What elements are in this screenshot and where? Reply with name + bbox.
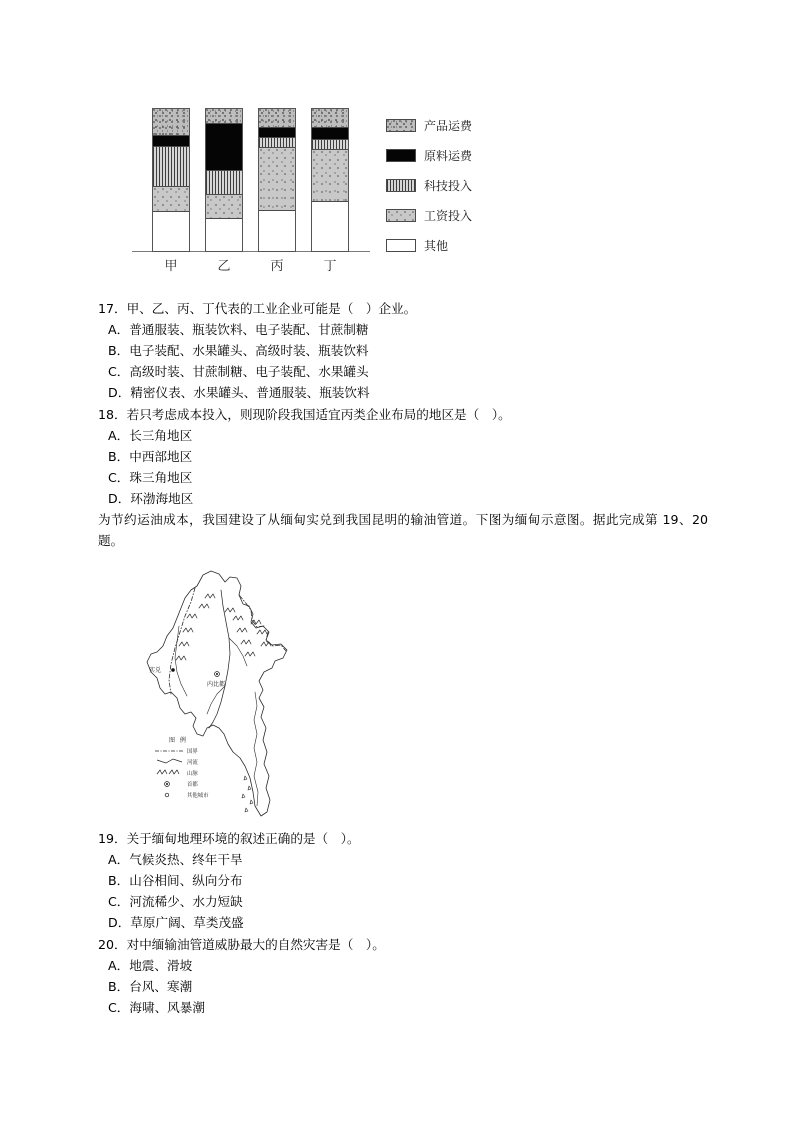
question-stem: 18．若只考虑成本投入，则现阶段我国适宜丙类企业布局的地区是（ ）。 bbox=[98, 407, 511, 422]
map-legend-label: 山脉 bbox=[187, 771, 198, 777]
legend-swatch-wage-icon bbox=[386, 209, 416, 222]
bar-segment-other bbox=[153, 211, 189, 251]
question-option-c[interactable]: C．高级时装、甘蔗制糖、电子装配、水果罐头 bbox=[108, 364, 369, 379]
map-legend-label: 国界 bbox=[187, 749, 198, 755]
bar-column bbox=[258, 108, 296, 252]
x-tick-label: 乙 bbox=[217, 259, 231, 274]
bar-segment-wage bbox=[153, 186, 189, 212]
chart-legend bbox=[386, 110, 510, 260]
myanmar-map-figure bbox=[133, 562, 308, 824]
map-legend-item-capital bbox=[165, 780, 199, 788]
question-option-a[interactable]: A．地震、滑坡 bbox=[108, 958, 193, 973]
national-border-line bbox=[266, 632, 286, 651]
legend-item bbox=[386, 200, 510, 230]
legend-label: 原料运费 bbox=[424, 148, 473, 163]
capital-circle-dot-icon bbox=[166, 783, 168, 785]
bar-segment-wage bbox=[312, 149, 348, 202]
bar-segment-other bbox=[259, 210, 295, 251]
city-label-naypyidaw: 内比都 bbox=[207, 681, 226, 688]
question-option-c[interactable]: C．河流稀少、水力短缺 bbox=[108, 894, 243, 909]
bar-segment-material bbox=[206, 123, 242, 170]
x-tick-label: 甲 bbox=[164, 259, 178, 274]
question-20 bbox=[98, 934, 718, 1018]
bar-segment-tech bbox=[206, 170, 242, 194]
inner-boundary-west bbox=[169, 588, 195, 694]
legend-label: 科技投入 bbox=[424, 178, 473, 193]
question-option-c[interactable]: C．珠三角地区 bbox=[108, 470, 193, 485]
bar-segment-wage bbox=[259, 147, 295, 209]
legend-item bbox=[386, 110, 510, 140]
bar-segment-product bbox=[259, 109, 295, 127]
question-19 bbox=[98, 828, 718, 933]
legend-swatch-product-icon bbox=[386, 119, 416, 132]
legend-swatch-material-icon bbox=[386, 149, 416, 162]
stacked-bar-chart-figure bbox=[118, 104, 510, 290]
question-option-b[interactable]: B．台风、寒潮 bbox=[108, 979, 193, 994]
question-option-d[interactable]: D．环渤海地区 bbox=[108, 491, 194, 506]
bar-segment-material bbox=[259, 127, 295, 137]
city-naypyidaw bbox=[207, 672, 225, 688]
question-stem: 17．甲、乙、丙、丁代表的工业企业可能是（ ）企业。 bbox=[98, 301, 417, 316]
legend-label: 其他 bbox=[424, 238, 449, 253]
intro-paragraph: 为节约运油成本，我国建设了从缅甸实兑到我国昆明的输油管道。下图为缅甸示意图。据此完成第 19、20 题。 bbox=[98, 512, 708, 548]
map-legend-item-mountain bbox=[157, 769, 198, 777]
city-label-sittwe: 实兑 bbox=[149, 667, 162, 674]
map-legend-item-border bbox=[155, 747, 198, 755]
legend-item bbox=[386, 230, 510, 260]
bar-segment-product bbox=[206, 109, 242, 123]
legend-label: 工资投入 bbox=[424, 208, 473, 223]
bar-segment-tech bbox=[259, 137, 295, 147]
bar-column bbox=[205, 108, 243, 252]
x-tick-label: 丁 bbox=[323, 259, 337, 274]
bar-segment-wage bbox=[206, 194, 242, 218]
question-17 bbox=[98, 298, 718, 403]
chart-x-tick-labels bbox=[132, 254, 370, 274]
question-option-b[interactable]: B．山谷相间、纵向分布 bbox=[108, 873, 243, 888]
legend-label: 产品运费 bbox=[424, 118, 473, 133]
bar-segment-material bbox=[312, 127, 348, 138]
bar-segment-other bbox=[206, 218, 242, 251]
river-west-coast bbox=[175, 626, 187, 696]
city-circle-icon bbox=[171, 668, 174, 671]
x-tick-label: 丙 bbox=[270, 259, 284, 274]
city-circle-icon bbox=[165, 793, 169, 797]
map-legend bbox=[155, 736, 209, 799]
map-legend-item-river bbox=[157, 758, 198, 766]
question-option-a[interactable]: A．气候炎热、终年干旱 bbox=[108, 852, 243, 867]
question-option-b[interactable]: B．中西部地区 bbox=[108, 449, 193, 464]
legend-item bbox=[386, 140, 510, 170]
river-irrawaddy bbox=[209, 590, 230, 728]
map-legend-label: 首都 bbox=[187, 782, 198, 788]
legend-swatch-tech-icon bbox=[386, 179, 416, 192]
map-legend-label: 河流 bbox=[187, 760, 198, 766]
bar-segment-tech bbox=[312, 139, 348, 149]
question-option-d[interactable]: D．精密仪表、水果罐头、普通服装、瓶装饮料 bbox=[108, 385, 370, 400]
question-option-a[interactable]: A．普通服装、瓶装饮料、电子装配、甘蔗制糖 bbox=[108, 322, 369, 337]
map-legend-title: 图 例 bbox=[169, 737, 188, 744]
offshore-islands bbox=[242, 776, 253, 812]
bar-column bbox=[311, 108, 349, 252]
country-outline bbox=[147, 571, 287, 816]
bar-segment-tech bbox=[153, 146, 189, 186]
legend-item bbox=[386, 170, 510, 200]
bar-segment-product bbox=[312, 109, 348, 127]
river-tributary bbox=[207, 686, 225, 714]
question-option-c[interactable]: C．海啸、风暴潮 bbox=[108, 1000, 205, 1015]
bar-segment-material bbox=[153, 135, 189, 146]
mountain-hachure-icon bbox=[157, 770, 179, 774]
question-option-b[interactable]: B．电子装配、水果罐头、高级时装、瓶装饮料 bbox=[108, 343, 369, 358]
question-stem: 20．对中缅输油管道威胁最大的自然灾害是（ ）。 bbox=[98, 937, 385, 952]
question-option-a[interactable]: A．长三角地区 bbox=[108, 428, 193, 443]
bar-column bbox=[152, 108, 190, 252]
chart-plot-area bbox=[132, 106, 370, 274]
legend-swatch-other-icon bbox=[386, 239, 416, 252]
bar-segment-product bbox=[153, 109, 189, 135]
map-legend-item-city bbox=[165, 791, 209, 799]
map-legend-label: 其他城市 bbox=[187, 793, 209, 799]
river-tributary bbox=[229, 638, 247, 666]
bar-segment-other bbox=[312, 201, 348, 251]
coast-inner-line bbox=[254, 692, 258, 806]
river-line-icon bbox=[157, 759, 182, 763]
question-stem: 19．关于缅甸地理环境的叙述正确的是（ ）。 bbox=[98, 831, 360, 846]
question-18 bbox=[98, 404, 718, 509]
capital-circle-dot-icon bbox=[216, 673, 218, 675]
question-option-d[interactable]: D．草原广阔、草类茂盛 bbox=[108, 915, 244, 930]
